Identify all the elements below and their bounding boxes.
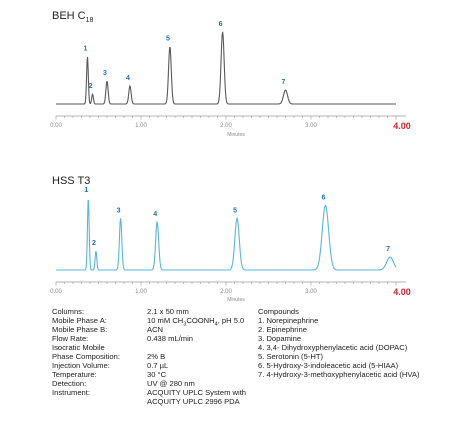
x-tick-label-hss: 3.00 (305, 289, 317, 295)
condition-value: 0.7 µL (147, 361, 169, 370)
compound-item: 4. 3,4- Dihydroxyphenylacetic acid (DOPAC) (258, 343, 408, 352)
condition-value: 30 °C (147, 370, 167, 379)
peak-label-beh-3: 3 (103, 70, 107, 78)
condition-value: 2% B (147, 352, 166, 361)
peak-label-hss-2: 2 (91, 240, 96, 247)
peak-label-beh-7: 7 (281, 79, 286, 87)
peak-label-beh-2: 2 (88, 83, 93, 91)
x-tick-label-beh: 0.00 (50, 123, 62, 129)
condition-label: Mobile Phase A: (52, 316, 107, 325)
x-tick-label-beh: 1.00 (135, 123, 147, 129)
peak-label-beh-1: 1 (83, 45, 88, 53)
chart-title-hss-main: HSS T3 (52, 175, 91, 187)
condition-label: Temperature: (52, 370, 97, 379)
x-axis-title-beh: Minutes (227, 132, 245, 138)
chromatogram-trace-hss (56, 201, 396, 270)
peak-label-hss-1: 1 (84, 186, 89, 194)
condition-value: 2.1 x 50 mm (147, 307, 189, 316)
x-end-label-beh: 4.00 (393, 121, 411, 131)
compound-item: 3. Dopamine (258, 334, 302, 343)
compound-item: 5. Serotonin (5-HT) (258, 352, 323, 361)
compound-item: 7. 4-Hydroxy-3-methoxyphenylacetic acid (HVA) (258, 370, 420, 379)
x-axis-title-hss: Minutes (227, 297, 245, 303)
condition-label: Isocratic Mobile (52, 343, 105, 352)
condition-label: Mobile Phase B: (52, 325, 108, 334)
peak-label-hss-5: 5 (233, 207, 238, 215)
chart-title-hss (52, 175, 90, 187)
compound-item: 1. Norepinephrine (258, 316, 319, 325)
compound-item: 6. 5-Hydroxy-3-indoleacetic acid (5-HIAA) (258, 361, 399, 370)
peak-label-hss-3: 3 (116, 207, 121, 215)
condition-value: UV @ 280 nm (147, 379, 195, 388)
condition-label: Columns: (52, 307, 85, 316)
peak-label-hss-4: 4 (153, 211, 158, 219)
x-end-label-hss: 4.00 (393, 287, 411, 297)
chart-title-beh (52, 10, 93, 24)
condition-label: Phase Composition: (52, 352, 120, 361)
condition-label: Instrument: (52, 388, 90, 397)
condition-value: ACN (147, 325, 164, 334)
peak-label-hss-7: 7 (386, 246, 391, 254)
condition-label: Detection: (52, 379, 87, 388)
conditions-panel (0, 308, 474, 436)
chart-title-beh-main: BEH C (52, 10, 86, 22)
x-tick-label-hss: 0.00 (50, 289, 62, 295)
condition-label: Flow Rate: (52, 334, 89, 343)
peak-label-beh-5: 5 (165, 35, 170, 43)
compounds-heading: Compounds (258, 307, 299, 316)
peak-label-beh-4: 4 (125, 74, 130, 82)
peak-label-hss-6: 6 (321, 194, 326, 202)
x-tick-label-beh: 2.00 (220, 123, 232, 129)
chromatogram-trace-beh (56, 32, 396, 104)
x-tick-label-hss: 1.00 (135, 289, 147, 295)
x-tick-label-hss: 2.00 (220, 289, 232, 295)
condition-value: 0.438 mL/min (147, 334, 194, 343)
condition-value: ACQUITY UPLC System with (147, 388, 247, 397)
condition-value: ACQUITY UPLC 2996 PDA (147, 397, 240, 406)
compound-item: 2. Epinephrine (258, 325, 307, 334)
condition-value: 10 mM $CH_3COONH_4$, pH 5.0 (147, 316, 245, 328)
condition-label: Injection Volume: (52, 361, 110, 370)
x-tick-label-beh: 3.00 (305, 123, 317, 129)
peak-label-beh-6: 6 (218, 20, 223, 28)
chart-title-beh-subscript: 18 (85, 17, 94, 25)
